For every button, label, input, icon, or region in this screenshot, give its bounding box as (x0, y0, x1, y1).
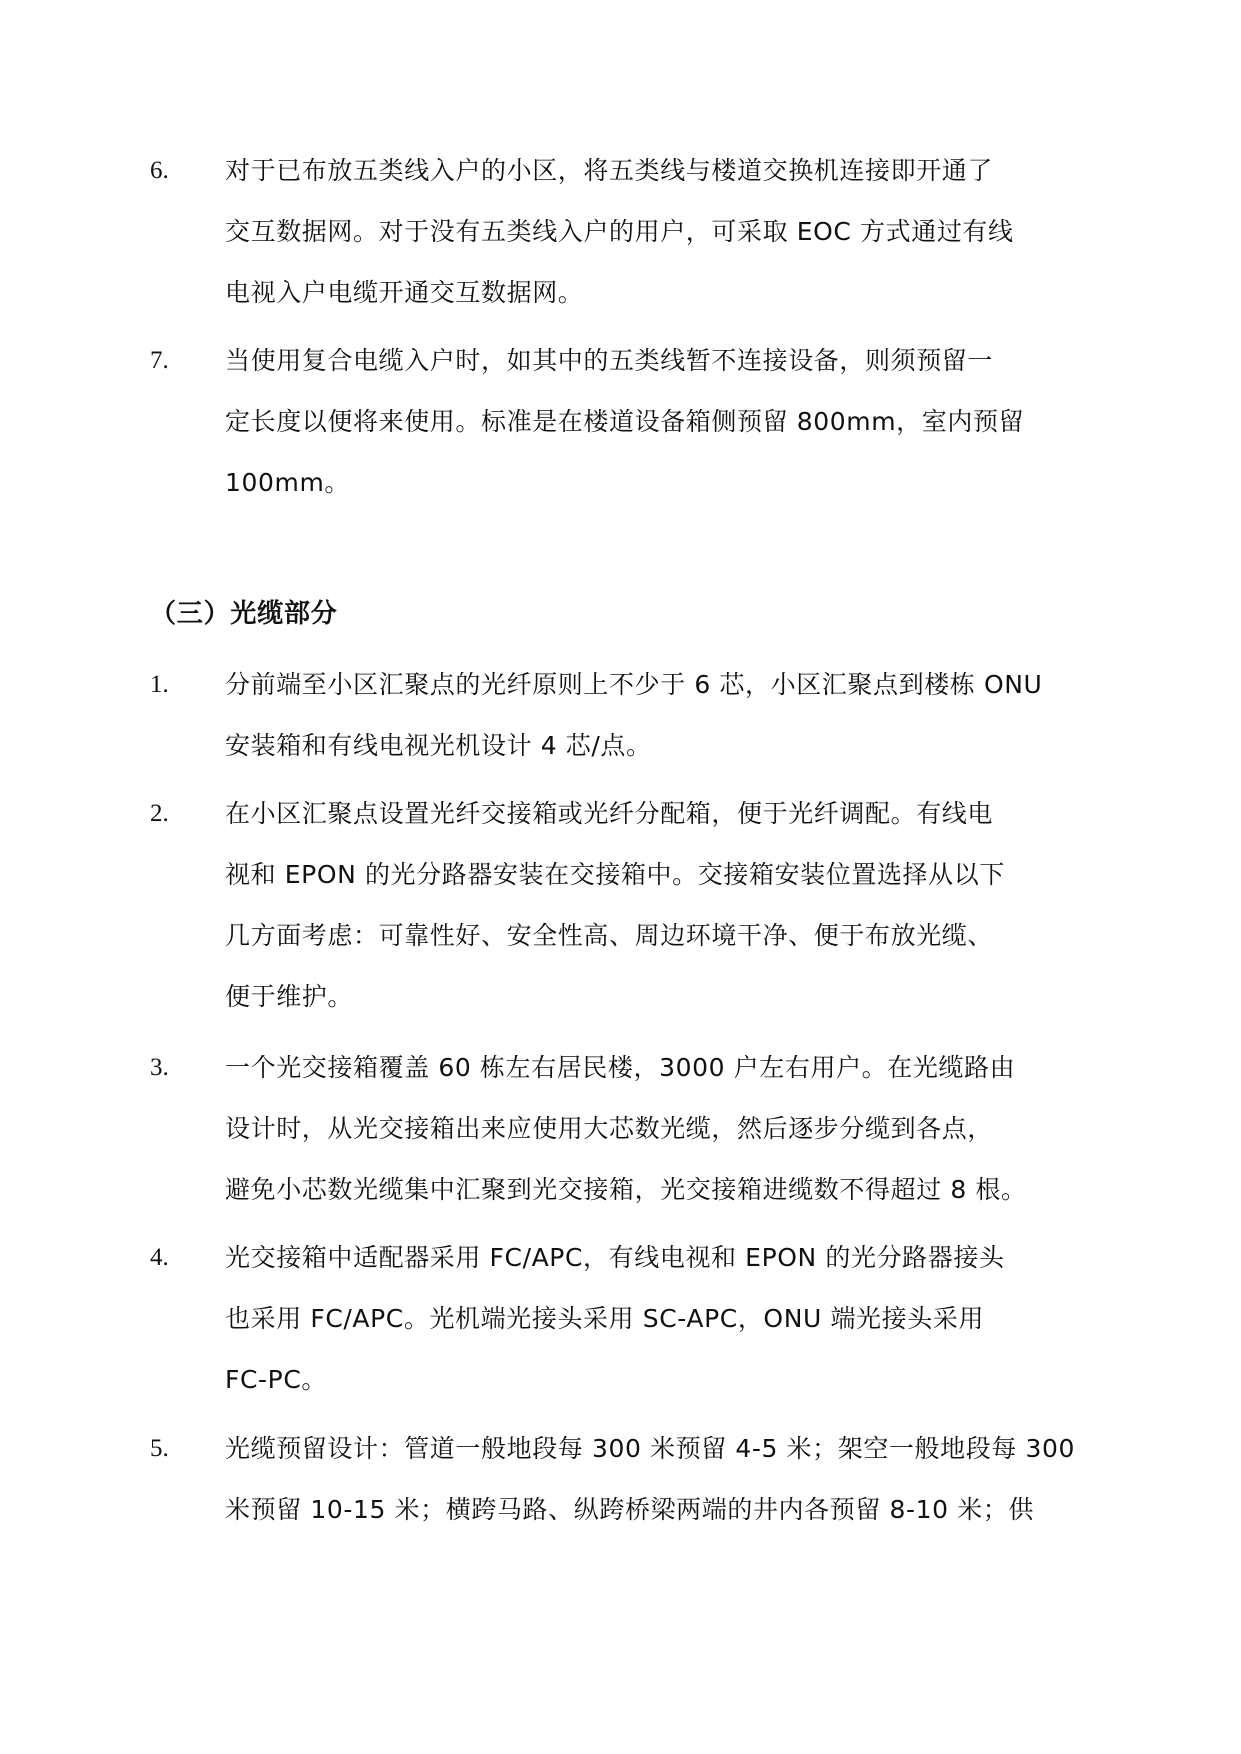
text-line: 视和 EPON 的光分路器安装在交接箱中。交接箱安装位置选择从以下 (225, 860, 1005, 889)
text-line: 光交接箱中适配器采用 FC/APC，有线电视和 EPON 的光分路器接头 (225, 1243, 1005, 1272)
item-text (225, 1037, 1100, 1220)
text-line: 当使用复合电缆入户时，如其中的五类线暂不连接设备，则须预留一 (225, 346, 994, 375)
text-line: 避免小芯数光缆集中汇聚到光交接箱，光交接箱进缆数不得超过 8 根。 (225, 1175, 1027, 1204)
item-text (225, 1418, 1100, 1540)
section-heading: （三）光缆部分 (150, 599, 338, 629)
item-number: 6. (150, 157, 169, 184)
text-line: 光缆预留设计：管道一般地段每 300 米预留 4-5 米；架空一般地段每 300 (225, 1434, 1076, 1463)
text-line: 便于维护。 (225, 982, 354, 1011)
text-line: 对于已布放五类线入户的小区，将五类线与楼道交换机连接即开通了 (225, 156, 994, 185)
item-number: 5. (150, 1435, 169, 1462)
text-line: 100mm。 (225, 468, 351, 497)
text-line: 几方面考虑：可靠性好、安全性高、周边环境干净、便于布放光缆、 (225, 921, 994, 950)
text-line: 安装箱和有线电视光机设计 4 芯/点。 (225, 731, 652, 760)
item-text (225, 330, 1100, 513)
item-number: 2. (150, 800, 169, 827)
text-line: 也采用 FC/APC。光机端光接头采用 SC-APC，ONU 端光接头采用 (225, 1304, 985, 1333)
item-number: 3. (150, 1054, 169, 1081)
text-line: 交互数据网。对于没有五类线入户的用户，可采取 EOC 方式通过有线 (225, 217, 1014, 246)
text-line: 分前端至小区汇聚点的光纤原则上不少于 6 芯，小区汇聚点到楼栋 ONU (225, 670, 1043, 699)
text-line: 一个光交接箱覆盖 60 栋左右居民楼，3000 户左右用户。在光缆路由 (225, 1053, 1016, 1082)
text-line: 定长度以便将来使用。标准是在楼道设备箱侧预留 800mm，室内预留 (225, 407, 1025, 436)
item-number: 4. (150, 1244, 169, 1271)
item-text (225, 1227, 1100, 1410)
text-line: 设计时，从光交接箱出来应使用大芯数光缆，然后逐步分缆到各点， (225, 1114, 994, 1143)
item-number: 1. (150, 671, 169, 698)
text-line: 米预留 10-15 米；横跨马路、纵跨桥梁两端的井内各预留 8-10 米；供 (225, 1495, 1034, 1524)
item-text (225, 140, 1100, 323)
item-text (225, 783, 1100, 1027)
item-text (225, 654, 1100, 776)
item-number: 7. (150, 347, 169, 374)
text-line: 电视入户电缆开通交互数据网。 (225, 278, 584, 307)
text-line: 在小区汇聚点设置光纤交接箱或光纤分配箱，便于光纤调配。有线电 (225, 799, 994, 828)
text-line: FC-PC。 (225, 1365, 327, 1394)
